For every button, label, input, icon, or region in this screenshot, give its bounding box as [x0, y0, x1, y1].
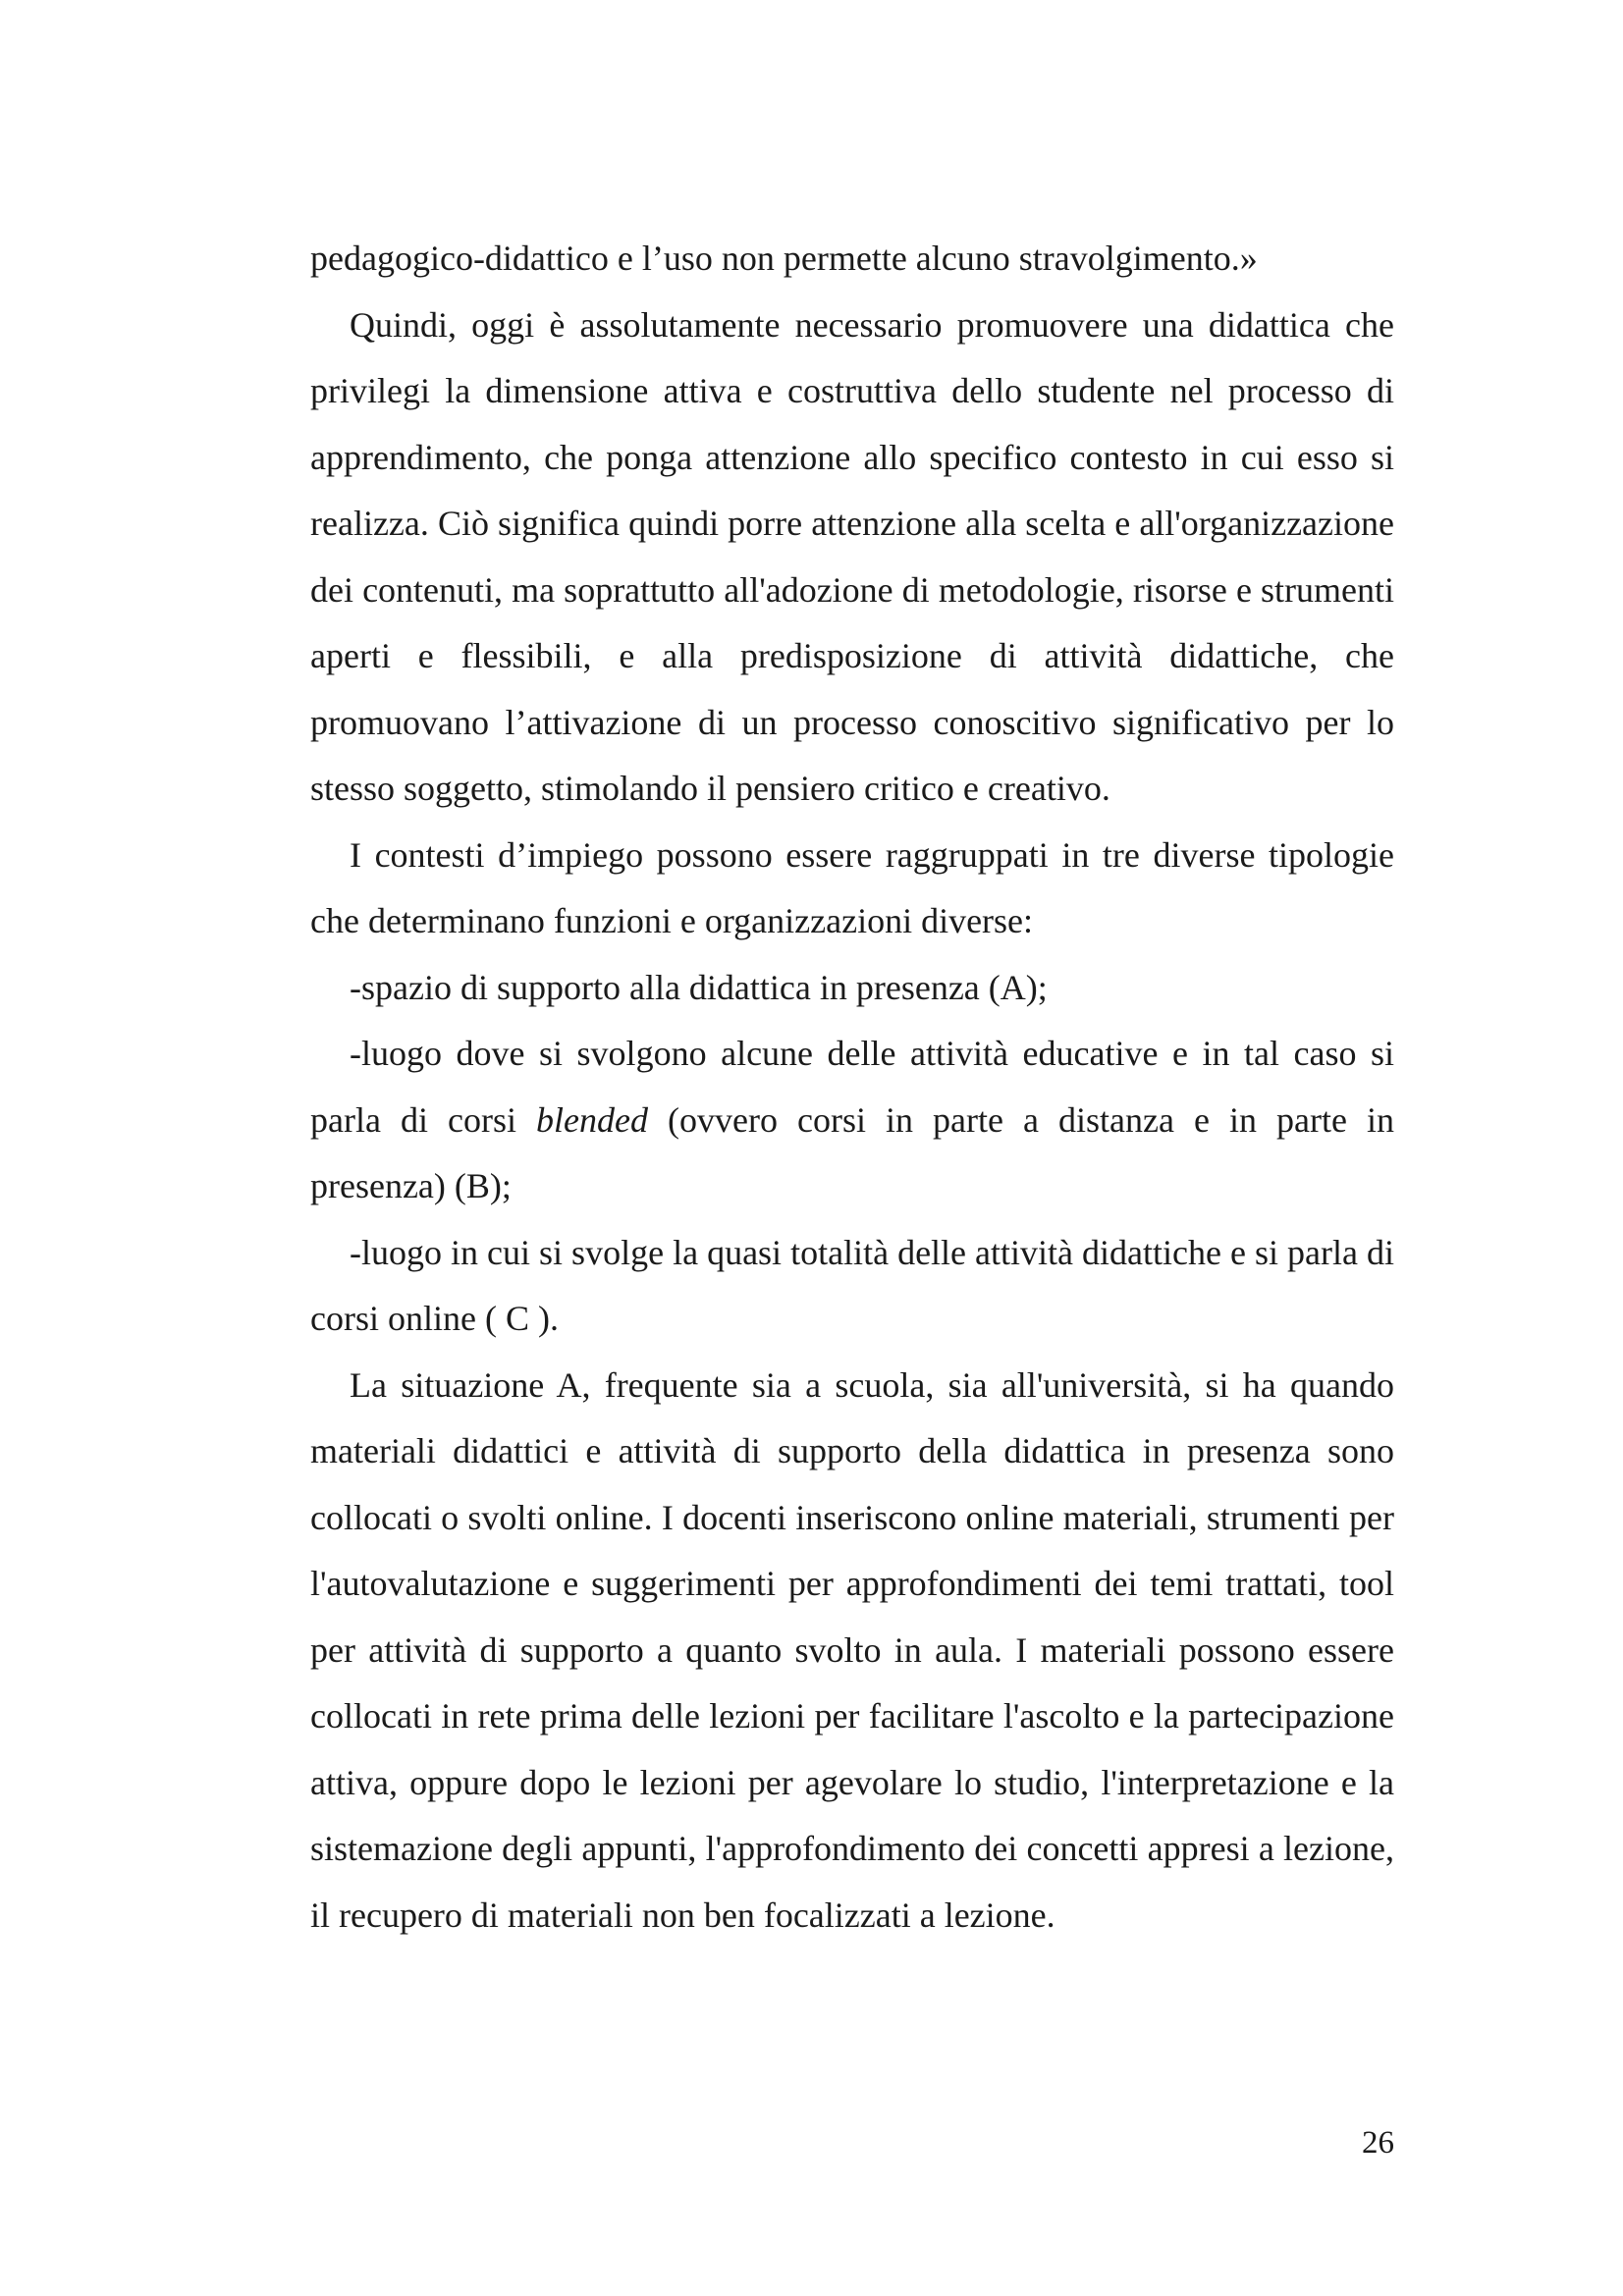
list-item-b-text-after: (ovvero corsi in parte a distanza e in parte in presenza) (B); [310, 1099, 1394, 1205]
paragraph-contesti: I contesti d’impiego possono essere raggruppati in tre diverse tipologie che determinano funzioni e organizzazioni diverse: [310, 834, 1394, 940]
list-item-b [310, 1021, 1394, 1220]
paragraph-didattica: Quindi, oggi è assolutamente necessario promuovere una didattica che privilegi la dimensione attiva e costruttiva dello studente nel processo di apprendimento, che ponga attenzione allo specifico contesto in cui esso si realizza. Ciò significa quindi porre attenzione alla scelta e all'organizzazione dei contenuti, ma soprattutto all'adozione di metodologie, risorse e strumenti aperti e flessibili, e alla predisposizione di attività didattiche, che promuovano l’attivazione di un processo conoscitivo significativo per lo stesso soggetto, stimolando il pensiero critico e creativo. [310, 304, 1394, 808]
blended-term: blended [536, 1099, 648, 1140]
paragraph-situazione-a: La situazione A, frequente sia a scuola, sia all'università, si ha quando materiali didattici e attività di supporto della didattica in presenza sono collocati o svolti online. I docenti inseriscono online materiali, strumenti per l'autovalutazione e suggerimenti per approfondimenti dei temi trattati, tool per attività di supporto a quanto svolto in aula. I materiali possono essere collocati in rete prima delle lezioni per facilitare l'ascolto e la partecipazione attiva, oppure dopo le lezioni per agevolare lo studio, l'interpretazione e la sistemazione degli appunti, l'approfondimento dei concetti appresi a lezione, il recupero di materiali non ben focalizzati a lezione. [310, 1364, 1394, 1935]
list-item-c: -luogo in cui si svolge la quasi totalità delle attività didattiche e si parla di corsi online ( C ). [310, 1232, 1394, 1338]
paragraph-continuation: pedagogico-didattico e l’uso non permette alcuno stravolgimento.» [310, 239, 1258, 278]
list-item-a: -spazio di supporto alla didattica in presenza (A); [350, 967, 1048, 1007]
body-text [310, 226, 1394, 1949]
list-item-b-text-before: -luogo dove si svolgono alcune delle attività educative e in tal caso si parla di corsi [310, 1034, 1394, 1140]
page-number: 26 [1362, 2125, 1394, 2161]
